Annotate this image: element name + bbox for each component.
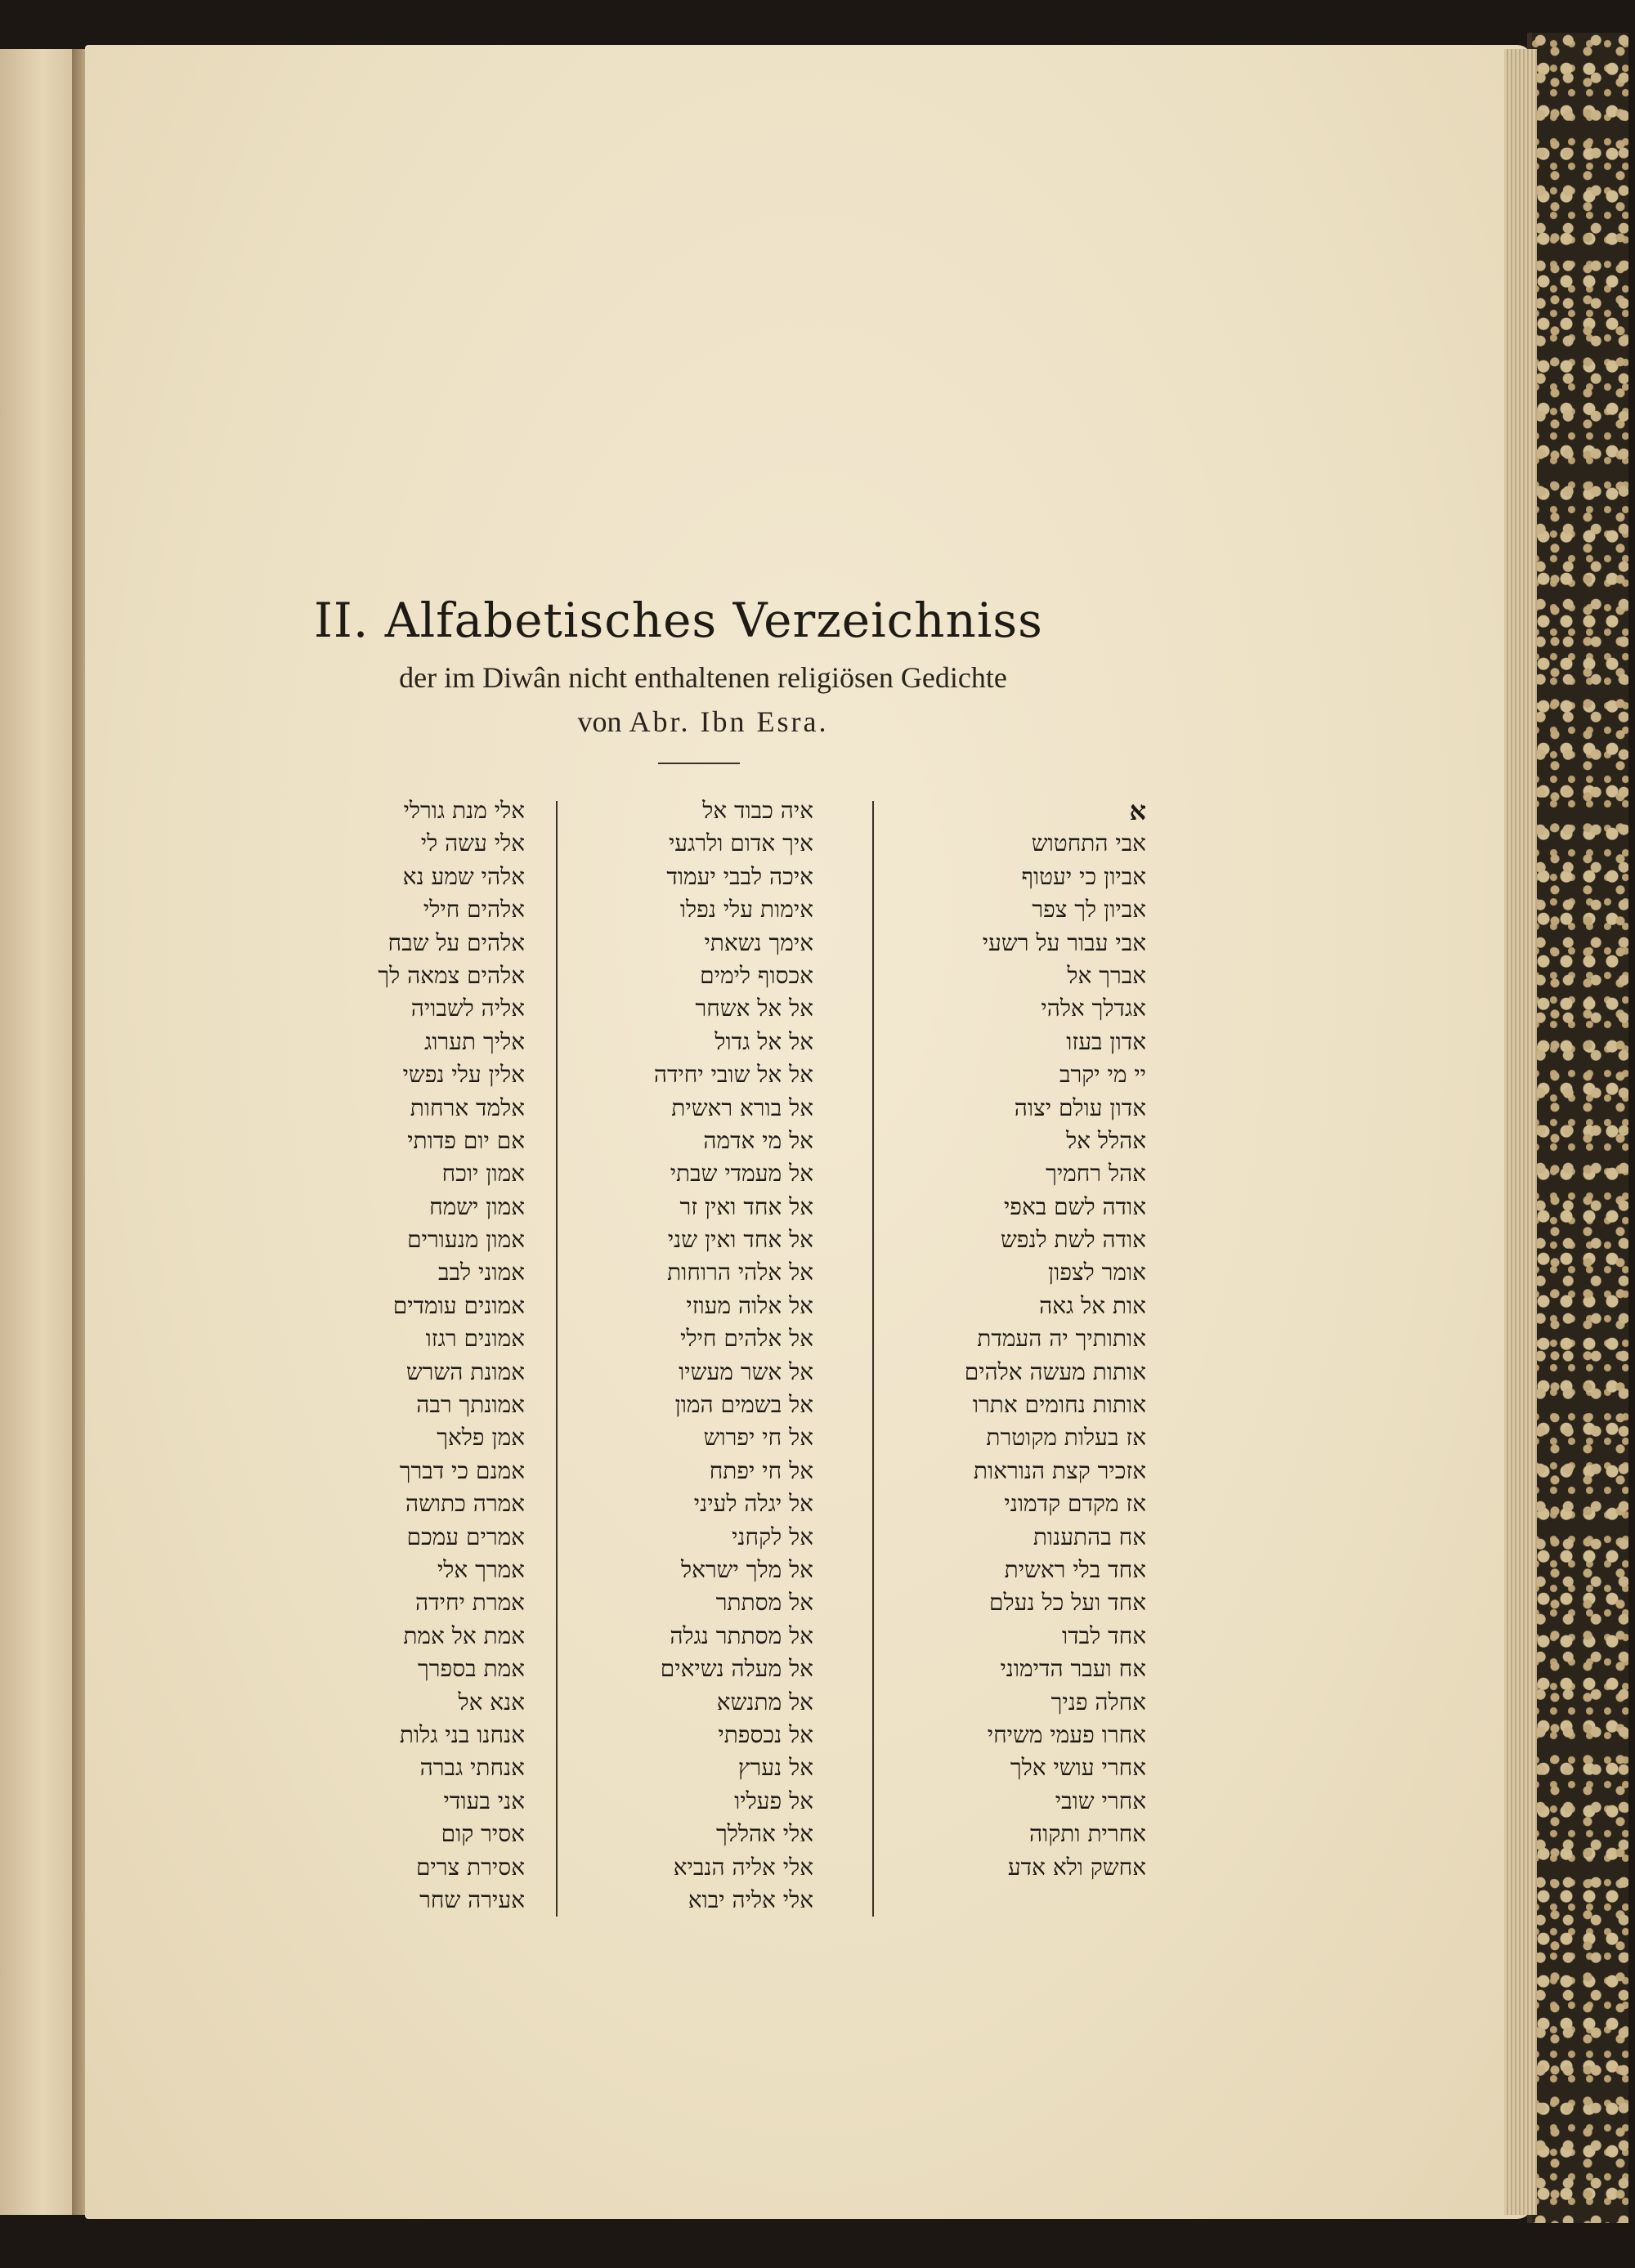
index-entry: אלי מנת גורלי <box>403 797 525 824</box>
index-entry: אעירה שחר <box>419 1886 525 1913</box>
index-entry: אמוני לבב <box>438 1259 525 1286</box>
index-entry: אל מסתתר <box>715 1589 813 1617</box>
index-entry: אהלל אל <box>1066 1126 1146 1154</box>
index-entry: אל מלך ישראל <box>681 1555 813 1583</box>
index-entry: אל לקחני <box>732 1523 813 1550</box>
index-entry: אחרי עושי אלך <box>1010 1754 1146 1782</box>
book-cover <box>1527 33 1628 2223</box>
index-entry: אחשק ולא אדע <box>1007 1853 1146 1881</box>
author-byline <box>311 705 1095 739</box>
index-entry: אנחנו בני גלות <box>399 1720 525 1748</box>
index-entry: אמן פלאך <box>437 1424 525 1452</box>
index-entry: אהל רחמיך <box>1046 1160 1146 1188</box>
index-entry: אודה לשת לנפש <box>1000 1226 1146 1254</box>
index-entry: אדון עולם יצוה <box>1014 1094 1146 1121</box>
index-entry: אל אשר מעשיו <box>679 1358 813 1385</box>
index-entry: אחרי שובי <box>1055 1787 1146 1814</box>
index-entry: אודה לשם באפי <box>1003 1192 1146 1220</box>
index-entry: אל חי יפתח <box>709 1456 813 1484</box>
index-entry: אל אלהים חילי <box>680 1325 813 1353</box>
index-entry: אמון ישמח <box>429 1192 525 1220</box>
index-entry: אימך נשאתי <box>704 928 813 956</box>
index-entry: אל חי יפרוש <box>703 1424 813 1452</box>
index-entry: אסירת צרים <box>415 1853 525 1881</box>
index-entry: אח ועבר הדימוני <box>1000 1655 1146 1683</box>
index-entry: אלהים חילי <box>423 896 525 924</box>
index-entry: אלהים צמאה לך <box>378 961 525 989</box>
index-entry: אנחתי גברה <box>419 1754 525 1782</box>
section-title: II. Alfabetisches Verzeichniss <box>314 593 1043 648</box>
index-entry: אסיר קום <box>441 1820 525 1848</box>
index-entry: אביון לך צפר <box>1032 896 1146 924</box>
index-entry: אברך אל <box>1067 961 1146 989</box>
index-entry: אותות מעשה אלהים <box>964 1358 1146 1385</box>
index-entry: אל אלוה מעוזי <box>686 1291 813 1319</box>
index-entry: אחד לבדו <box>1062 1622 1146 1649</box>
index-entry: אחד ועל כל נעלם <box>989 1589 1146 1617</box>
section-subtitle: der im Diwân nicht enthaltenen religiösen Gedichte <box>399 661 1007 694</box>
index-entry: אל אחד ואין זר <box>679 1192 813 1220</box>
index-entry: אבי התחטוש <box>1031 830 1146 857</box>
index-entry: אותות נחומים אתרו <box>972 1391 1146 1419</box>
index-entry: אל מסתתר נגלה <box>670 1622 813 1649</box>
index-column-middle <box>654 794 813 1917</box>
index-entry: אחרו פעמי משיחי <box>987 1720 1146 1748</box>
index-entry: אל מעמדי שבתי <box>670 1160 813 1188</box>
column-divider-left <box>556 801 558 1917</box>
index-entry: אמונים רגזו <box>425 1325 525 1353</box>
index-entry: אל נערץ <box>737 1754 813 1782</box>
index-entry: אלמד ארחות <box>410 1094 525 1121</box>
index-entry: אלי אליה יבוא <box>688 1886 813 1913</box>
index-entry: אמרה כתושה <box>405 1490 525 1518</box>
letter-heading: א <box>1129 795 1146 826</box>
index-entry: אל מתנשא <box>716 1688 813 1716</box>
index-entry: אל יגלה לעיני <box>693 1490 813 1518</box>
index-entry: אחד בלי ראשית <box>1004 1555 1146 1583</box>
index-entry: אל בורא ראשית <box>671 1094 813 1121</box>
index-entry: אלי אליה הנביא <box>673 1853 813 1881</box>
page-edges <box>1504 49 1537 2215</box>
index-entry: אזכיר קצת הנוראות <box>973 1456 1146 1484</box>
index-entry: אלין עלי נפשי <box>402 1061 525 1089</box>
index-entry: אמת בספרך <box>418 1655 525 1683</box>
index-entry: אימות עלי נפלו <box>679 896 813 924</box>
index-entry: אז מקדם קדמוני <box>1004 1490 1146 1518</box>
column-divider-right <box>872 801 874 1917</box>
index-entry: אל אלהי הרוחות <box>667 1259 813 1286</box>
index-entry: אדון בעזו <box>1066 1027 1146 1055</box>
index-column-left <box>378 794 525 1917</box>
index-entry: אלי עשה לי <box>420 830 525 857</box>
index-entry: אל אל שובי יחידה <box>653 1061 813 1089</box>
index-entry: אל מי אדמה <box>703 1126 813 1154</box>
index-entry: אות אל גאה <box>1039 1291 1146 1319</box>
index-entry: אל אחד ואין שני <box>667 1226 813 1254</box>
index-entry: איה כבוד אל <box>702 797 813 824</box>
index-entry: אמרך אלי <box>437 1555 525 1583</box>
index-entry: אמונתך רבה <box>416 1391 525 1419</box>
index-entry: אנא אל <box>458 1688 525 1716</box>
index-entry: אמת אל אמת <box>403 1622 525 1649</box>
index-entry: אביון כי יעטוף <box>1021 862 1146 890</box>
index-entry: אל מעלה נשיאים <box>660 1655 813 1683</box>
index-entry: אגדלך אלהי <box>1041 995 1146 1022</box>
index-column-right <box>965 794 1146 1884</box>
index-entry: יי מי יקרב <box>1059 1061 1146 1089</box>
index-entry: אותותיך יה העמדת <box>977 1325 1146 1353</box>
index-entry: אחלה פניך <box>1050 1688 1146 1716</box>
index-entry: אומר לצפון <box>1048 1259 1146 1286</box>
index-entry: אליך תערוג <box>424 1027 525 1055</box>
index-entry: אמרים עמכם <box>406 1523 525 1550</box>
index-entry: אלהים על שבח <box>387 928 525 956</box>
facing-page-edge <box>0 49 74 2215</box>
index-entry: אח בהתענות <box>1033 1523 1146 1550</box>
index-entry: איכה לבבי יעמוד <box>666 862 813 890</box>
index-entry: אמונת השרש <box>405 1358 525 1385</box>
index-entry: אם יום פדותי <box>407 1126 525 1154</box>
index-entry: אל נכספתי <box>718 1720 813 1748</box>
index-entry: אני בעודי <box>443 1787 525 1814</box>
index-entry: אבי עבור על רשעי <box>982 928 1146 956</box>
index-entry: אלי אהללך <box>716 1820 813 1848</box>
index-entry: אליה לשבויה <box>410 995 525 1022</box>
index-entry: איך אדום ולרגעי <box>668 830 813 857</box>
index-entry: אחרית ותקוה <box>1029 1820 1146 1848</box>
index-entry: אמון יוכח <box>441 1160 525 1188</box>
index-entry: אמונים עומדים <box>392 1291 525 1319</box>
title-rule <box>658 763 740 764</box>
index-entry: אל אל אשחר <box>695 995 813 1022</box>
byline-name: Abr. Ibn Esra. <box>629 705 829 738</box>
index-entry: אז בעלות מקוטרת <box>986 1424 1146 1452</box>
index-entry: אל בשמים המון <box>674 1391 813 1419</box>
index-entry: אל פעליו <box>734 1787 813 1814</box>
index-entry: אמרת יחידה <box>415 1589 525 1617</box>
index-entry: אכסוף לימים <box>700 961 813 989</box>
index-entry: אל אל גדול <box>714 1027 813 1055</box>
byline-prefix: von <box>577 705 622 738</box>
index-entry: אלהי שמע נא <box>402 862 525 890</box>
index-entry: אמנם כי דברך <box>399 1456 525 1484</box>
index-entry: אמון מנעורים <box>407 1226 525 1254</box>
